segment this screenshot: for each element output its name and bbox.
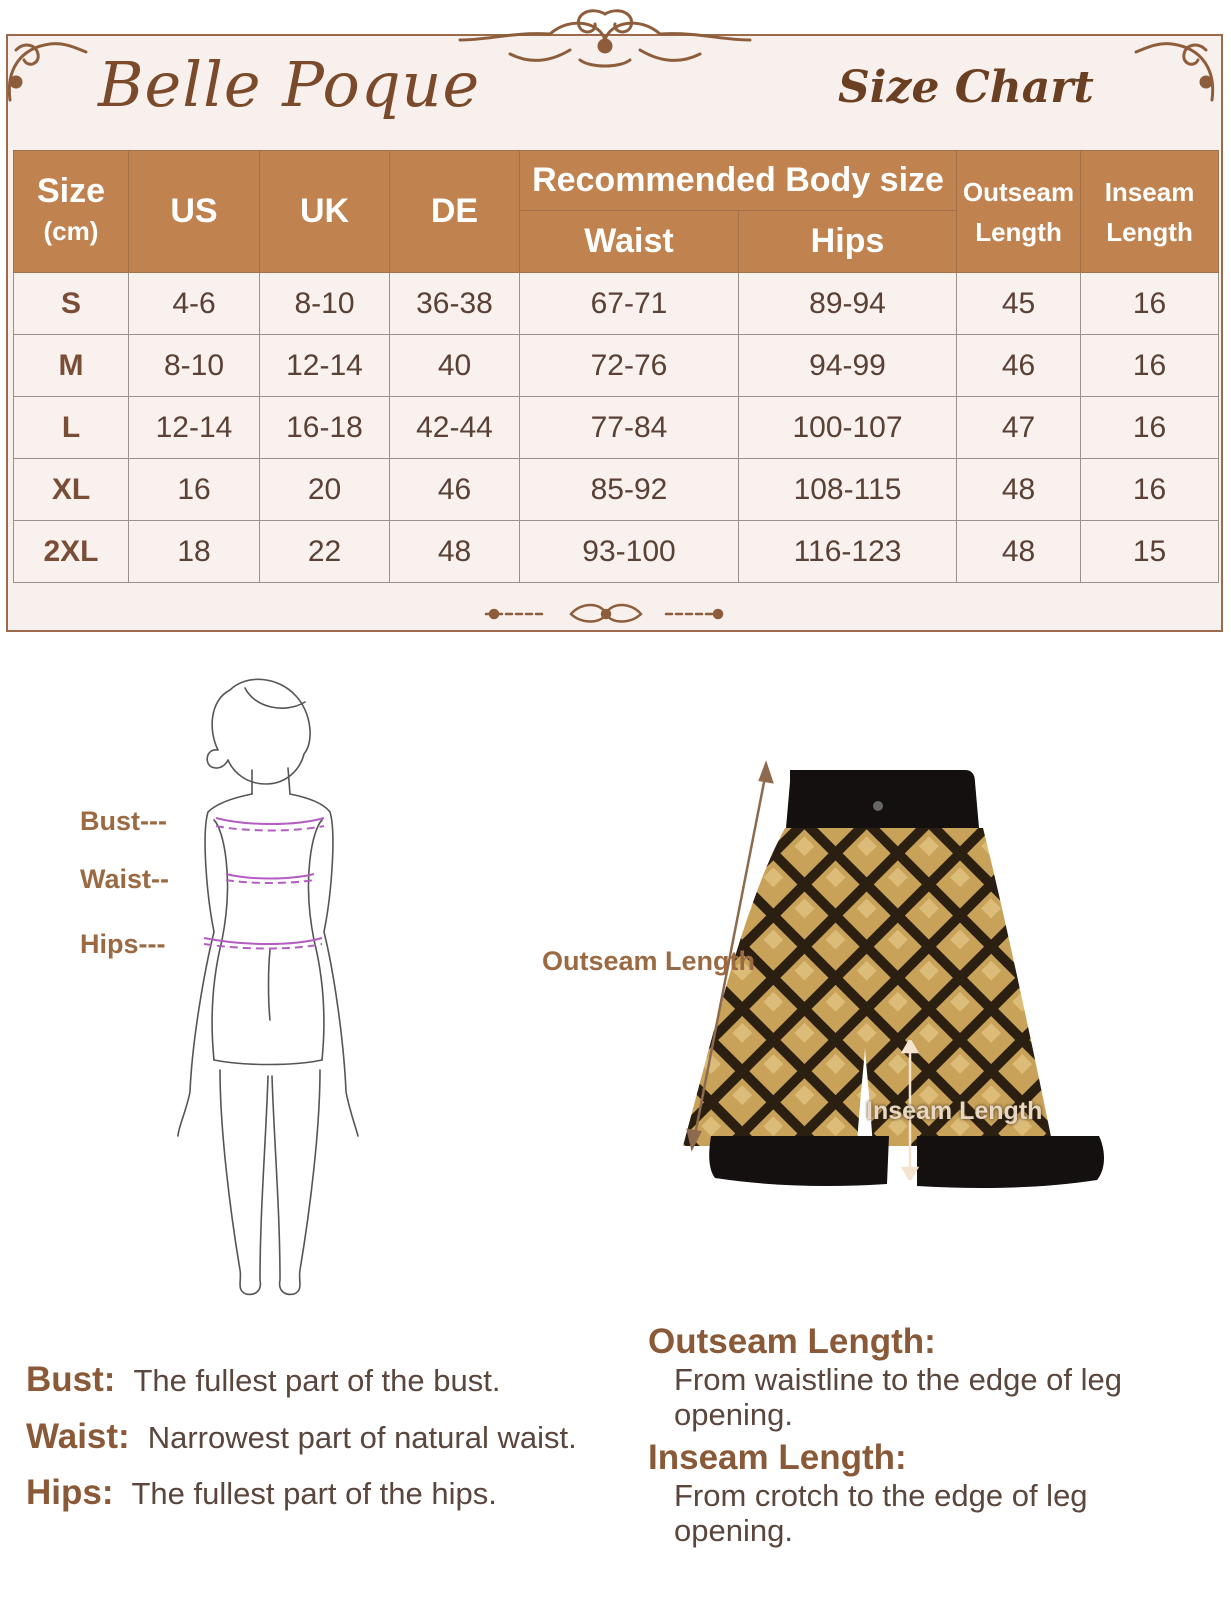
waist-label: Waist-- xyxy=(80,864,169,894)
header-recommended-body-size: Recommended Body size xyxy=(520,151,957,211)
header-size-unit: (cm) xyxy=(43,216,99,246)
outseam-description: From waistline to the edge of leg opening. xyxy=(674,1362,1123,1432)
cell-waist: 85-92 xyxy=(520,459,739,521)
page-title: Size Chart xyxy=(838,62,1094,113)
cell-size: S xyxy=(14,273,129,335)
cell-hips: 94-99 xyxy=(739,335,957,397)
cell-waist: 77-84 xyxy=(520,397,739,459)
cell-outseam: 46 xyxy=(957,335,1081,397)
cell-size: L xyxy=(14,397,129,459)
hips-term: Hips: xyxy=(26,1473,114,1512)
inseam-term: Inseam Length: xyxy=(648,1438,907,1477)
cell-uk: 16-18 xyxy=(260,397,390,459)
header-waist: Waist xyxy=(520,211,739,273)
hips-label: Hips--- xyxy=(80,929,166,959)
inseam-length-label: Inseam Length xyxy=(866,1097,1043,1125)
bust-definition xyxy=(26,1360,500,1400)
header-outseam-sub: Length xyxy=(975,216,1062,247)
cell-size: XL xyxy=(14,459,129,521)
cell-outseam: 45 xyxy=(957,273,1081,335)
right-corner-ornament-icon xyxy=(1130,30,1220,110)
waist-term: Waist: xyxy=(26,1417,130,1456)
hips-definition xyxy=(26,1473,497,1513)
waist-definition xyxy=(26,1417,577,1457)
bottom-ornament-icon xyxy=(476,598,736,632)
cell-de: 48 xyxy=(390,521,520,583)
outseam-term: Outseam Length: xyxy=(648,1322,936,1361)
outseam-definition xyxy=(648,1322,1188,1432)
cell-hips: 100-107 xyxy=(739,397,957,459)
cell-uk: 20 xyxy=(260,459,390,521)
table-row xyxy=(14,521,1219,583)
brand-logo: Belle Poque xyxy=(98,48,481,121)
header-hips: Hips xyxy=(739,211,957,273)
cell-de: 36-38 xyxy=(390,273,520,335)
size-table xyxy=(13,150,1219,583)
cell-inseam: 16 xyxy=(1081,335,1219,397)
left-corner-ornament-icon xyxy=(2,30,92,110)
inseam-description: From crotch to the edge of leg opening. xyxy=(674,1478,1088,1548)
header-inseam-sub: Length xyxy=(1106,216,1193,247)
cell-de: 40 xyxy=(390,335,520,397)
header-uk: UK xyxy=(260,151,390,273)
cell-uk: 8-10 xyxy=(260,273,390,335)
body-figure-icon xyxy=(170,650,360,1300)
cell-us: 4-6 xyxy=(129,273,260,335)
cell-outseam: 47 xyxy=(957,397,1081,459)
cell-de: 46 xyxy=(390,459,520,521)
header-de: DE xyxy=(390,151,520,273)
outseam-length-label: Outseam Length xyxy=(542,946,756,976)
bust-term: Bust: xyxy=(26,1360,116,1399)
header-size xyxy=(14,151,129,273)
table-row xyxy=(14,459,1219,521)
header-outseam-label: Outseam xyxy=(962,176,1075,207)
cell-waist: 93-100 xyxy=(520,521,739,583)
cell-outseam: 48 xyxy=(957,459,1081,521)
hips-description: The fullest part of the hips. xyxy=(131,1476,497,1511)
cell-waist: 72-76 xyxy=(520,335,739,397)
cell-inseam: 15 xyxy=(1081,521,1219,583)
bust-label: Bust--- xyxy=(80,806,167,836)
header-outseam-length xyxy=(957,151,1081,273)
cell-inseam: 16 xyxy=(1081,397,1219,459)
header-us: US xyxy=(129,151,260,273)
cell-us: 16 xyxy=(129,459,260,521)
cell-us: 12-14 xyxy=(129,397,260,459)
cell-hips: 116-123 xyxy=(739,521,957,583)
cell-de: 42-44 xyxy=(390,397,520,459)
cell-hips: 108-115 xyxy=(739,459,957,521)
cell-outseam: 48 xyxy=(957,521,1081,583)
header-inseam-label: Inseam xyxy=(1104,176,1195,207)
table-row xyxy=(14,397,1219,459)
cell-inseam: 16 xyxy=(1081,459,1219,521)
header-inseam-length xyxy=(1081,151,1219,273)
cell-size: M xyxy=(14,335,129,397)
cell-us: 8-10 xyxy=(129,335,260,397)
top-ornament-icon xyxy=(450,4,760,74)
bust-description: The fullest part of the bust. xyxy=(133,1363,501,1398)
inseam-definition xyxy=(648,1438,1188,1548)
cell-waist: 67-71 xyxy=(520,273,739,335)
table-row xyxy=(14,335,1219,397)
cell-size: 2XL xyxy=(14,521,129,583)
cell-uk: 12-14 xyxy=(260,335,390,397)
cell-uk: 22 xyxy=(260,521,390,583)
header-size-label: Size xyxy=(36,172,106,210)
table-row xyxy=(14,273,1219,335)
cell-us: 18 xyxy=(129,521,260,583)
cell-inseam: 16 xyxy=(1081,273,1219,335)
cell-hips: 89-94 xyxy=(739,273,957,335)
waist-description: Narrowest part of natural waist. xyxy=(147,1420,577,1455)
